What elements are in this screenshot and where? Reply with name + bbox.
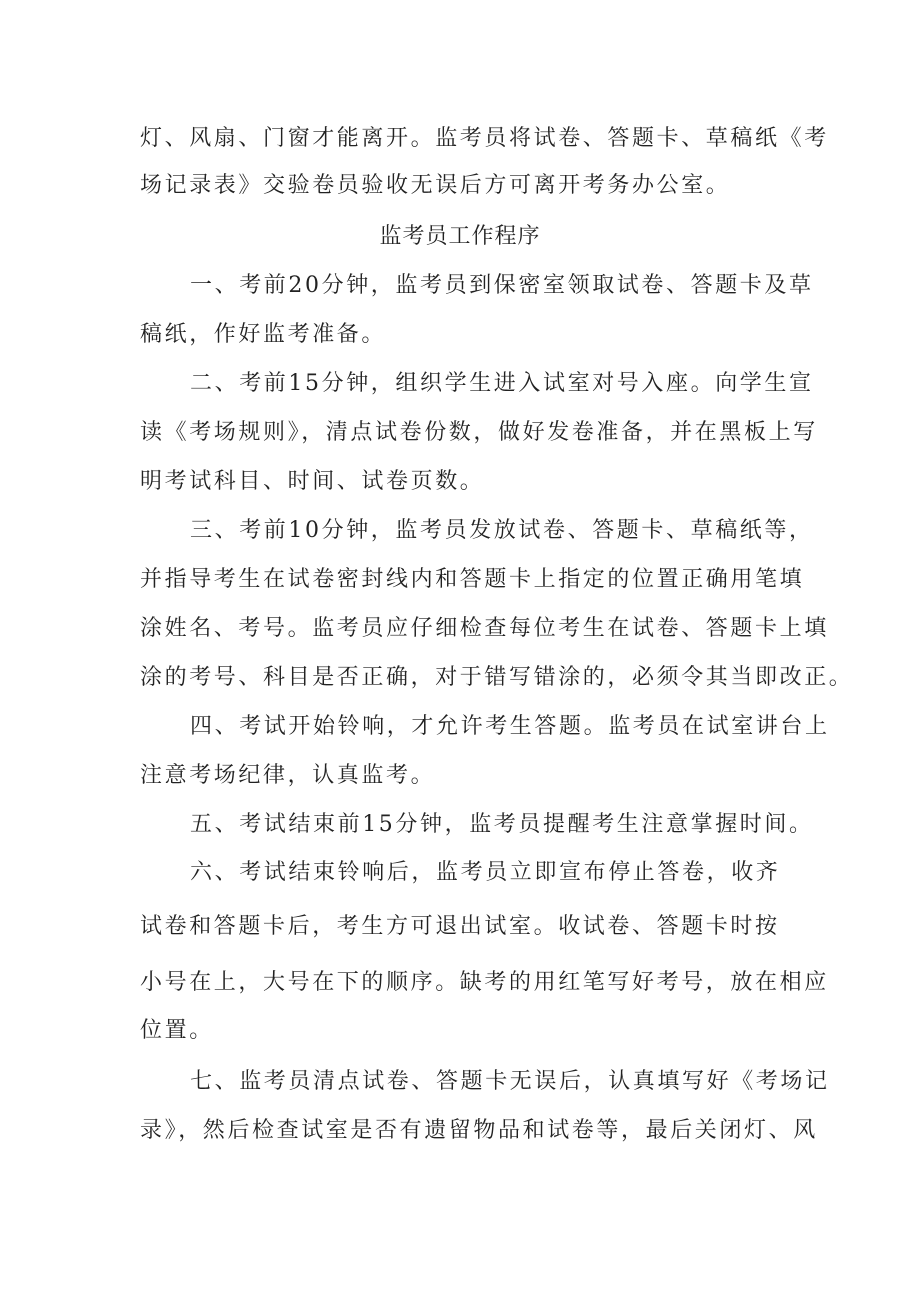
paragraph-line: 小号在上，大号在下的顺序。缺考的用红笔写好考号，放在相应	[140, 970, 829, 995]
intro-line-2: 场记录表》交验卷员验收无误后方可离开考务办公室。	[140, 173, 731, 198]
paragraph-line: 读《考场规则》，清点试卷份数，做好发卷准备，并在黑板上写	[140, 420, 818, 445]
paragraph-line: 试卷和答题卡后，考生方可退出试室。收试卷、答题卡时按	[140, 914, 780, 939]
paragraph-line: 六、考试结束铃响后，监考员立即宣布停止答卷，收齐	[190, 860, 781, 885]
paragraph-line: 明考试科目、时间、试卷页数。	[140, 469, 485, 494]
paragraph-line: 位置。	[140, 1018, 214, 1043]
paragraph-line: 稿纸，作好监考准备。	[140, 322, 387, 347]
paragraph-line: 录》，然后检查试室是否有遗留物品和试卷等，最后关闭灯、风	[140, 1118, 818, 1143]
paragraph-line: 三、考前10分钟，监考员发放试卷、答题卡、草稿纸等，	[190, 518, 814, 543]
paragraph-line: 注意考场纪律，认真监考。	[140, 763, 436, 788]
paragraph-line: 涂姓名、考号。监考员应仔细检查每位考生在试卷、答题卡上填	[140, 616, 829, 641]
paragraph-line: 二、考前15分钟，组织学生进入试室对号入座。向学生宣	[190, 371, 814, 396]
section-title: 监考员工作程序	[379, 224, 541, 249]
paragraph-line: 涂的考号、科目是否正确，对于错写错涂的，必须令其当即改正。	[140, 665, 854, 690]
paragraph-line: 一、考前20分钟，监考员到保密室领取试卷、答题卡及草	[190, 273, 814, 298]
paragraph-line: 四、考试开始铃响，才允许考生答题。监考员在试室讲台上	[190, 714, 830, 739]
paragraph-line: 五、考试结束前15分钟，监考员提醒考生注意掌握时间。	[190, 812, 814, 837]
intro-line-1: 灯、风扇、门窗才能离开。监考员将试卷、答题卡、草稿纸《考	[140, 126, 829, 151]
paragraph-line: 七、监考员清点试卷、答题卡无误后，认真填写好《考场记	[190, 1069, 830, 1094]
paragraph-line: 并指导考生在试卷密封线内和答题卡上指定的位置正确用笔填	[140, 567, 805, 592]
